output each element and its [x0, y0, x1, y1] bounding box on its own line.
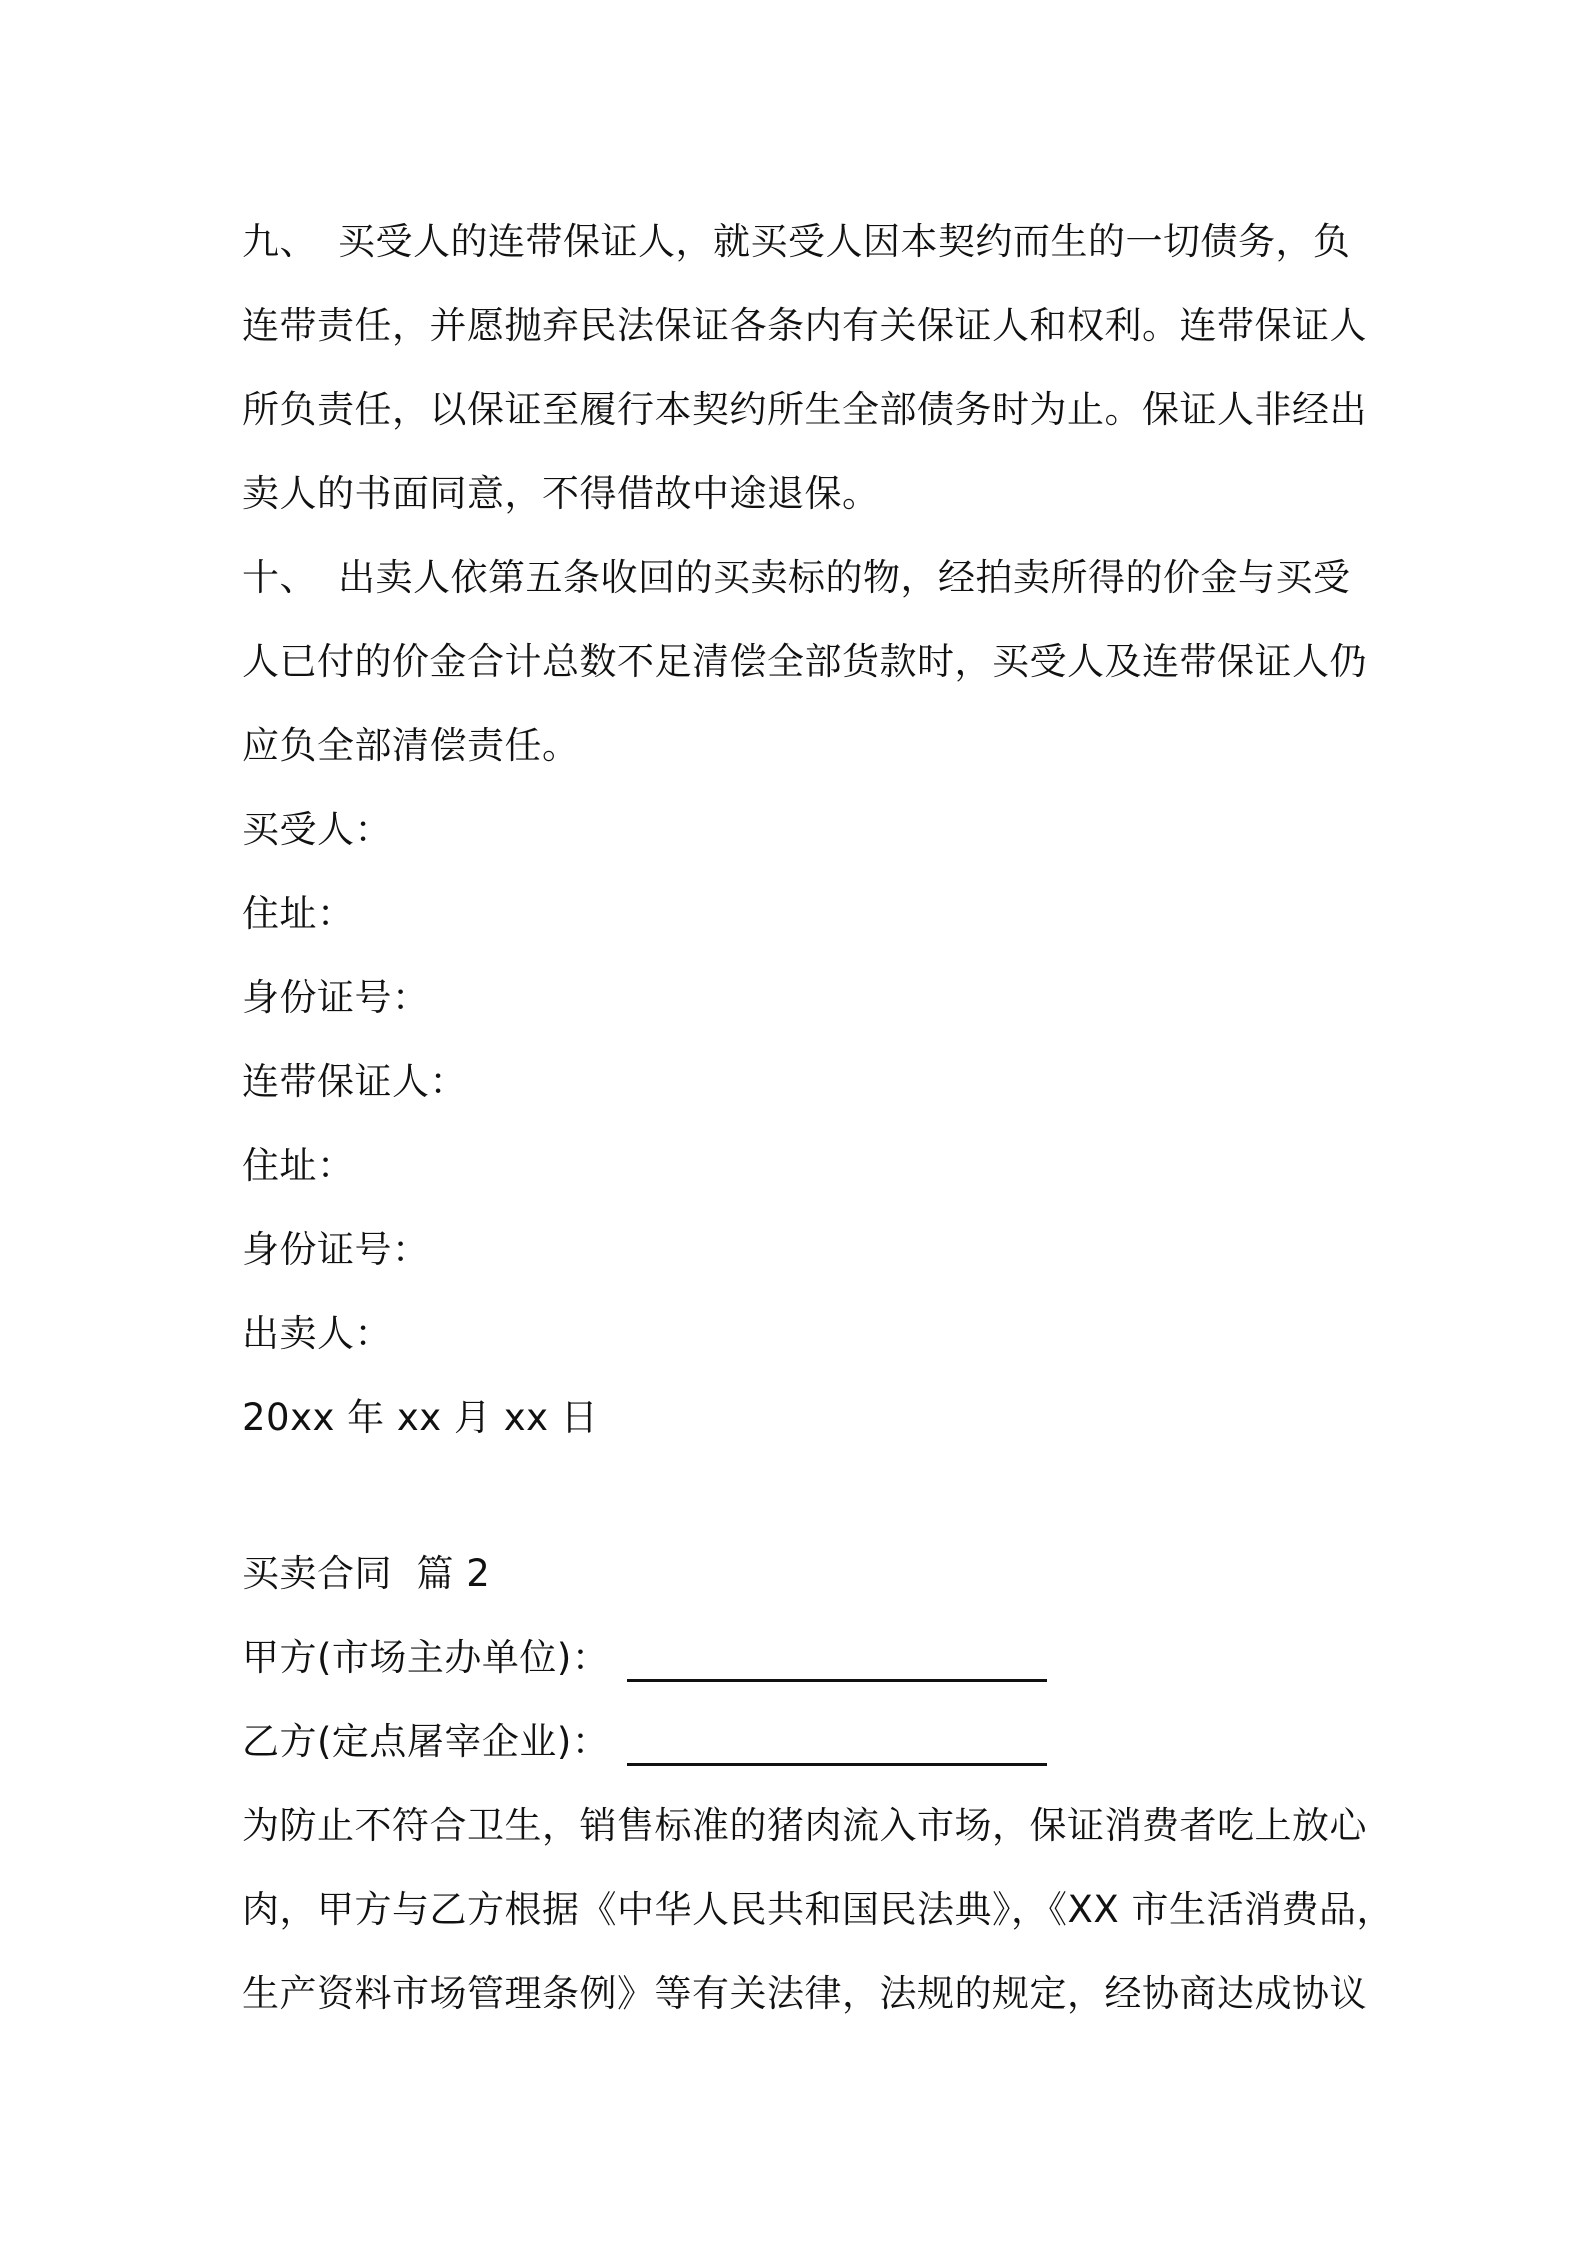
contract-2-intro-line-2: 肉，甲方与乙方根据《中华人民共和国民法典》，《XX 市生活消费品，: [242, 1888, 1394, 1931]
clause-9-number: 九、: [242, 220, 317, 263]
clause-10-line-3: 应负全部清偿责任。: [242, 724, 580, 767]
party-b-label: 乙方(定点屠宰企业)：: [242, 1720, 610, 1763]
section-spacer: [242, 1460, 1362, 1532]
buyer-id-label: 身份证号：: [242, 976, 430, 1019]
party-a-label: 甲方(市场主办单位)：: [242, 1636, 610, 1679]
document-page: [242, 200, 1394, 2036]
clause-9-line-4: 卖人的书面同意，不得借故中途退保。: [242, 472, 880, 515]
clause-10-line-2: 人已付的价金合计总数不足清偿全部货款时，买受人及连带保证人仍: [242, 640, 1367, 683]
clause-10-text-1: 出卖人依第五条收回的买卖标的物，经拍卖所得的价金与买受: [338, 556, 1351, 599]
contract-2-title: 买卖合同 篇 2: [242, 1552, 491, 1595]
seller-label: 出卖人：: [242, 1312, 392, 1355]
guarantor-id-label: 身份证号：: [242, 1228, 430, 1271]
clause-9-line-3: 所负责任，以保证至履行本契约所生全部债务时为止。保证人非经出: [242, 388, 1367, 431]
guarantor-address-label: 住址：: [242, 1144, 355, 1187]
signature-date: 20xx 年 xx 月 xx 日: [242, 1396, 599, 1439]
clause-10-number: 十、: [242, 556, 317, 599]
contract-2-intro-line-3: 生产资料市场管理条例》等有关法律，法规的规定，经协商达成协议: [242, 1972, 1367, 2015]
guarantor-label: 连带保证人：: [242, 1060, 467, 1103]
party-b-row: [242, 1700, 1362, 1784]
clause-10-line-1: [242, 536, 1362, 620]
clause-9-line-1: [242, 200, 1362, 284]
contract-2-intro-line-1: 为防止不符合卫生，销售标准的猪肉流入市场，保证消费者吃上放心: [242, 1804, 1367, 1847]
clause-9-text-1: 买受人的连带保证人，就买受人因本契约而生的一切债务，负: [338, 220, 1351, 263]
buyer-address-label: 住址：: [242, 892, 355, 935]
party-b-blank: [627, 1711, 1047, 1766]
party-a-blank: [627, 1627, 1047, 1682]
buyer-label: 买受人：: [242, 808, 392, 851]
clause-9-line-2: 连带责任，并愿抛弃民法保证各条内有关保证人和权利。连带保证人: [242, 304, 1367, 347]
party-a-row: [242, 1616, 1362, 1700]
